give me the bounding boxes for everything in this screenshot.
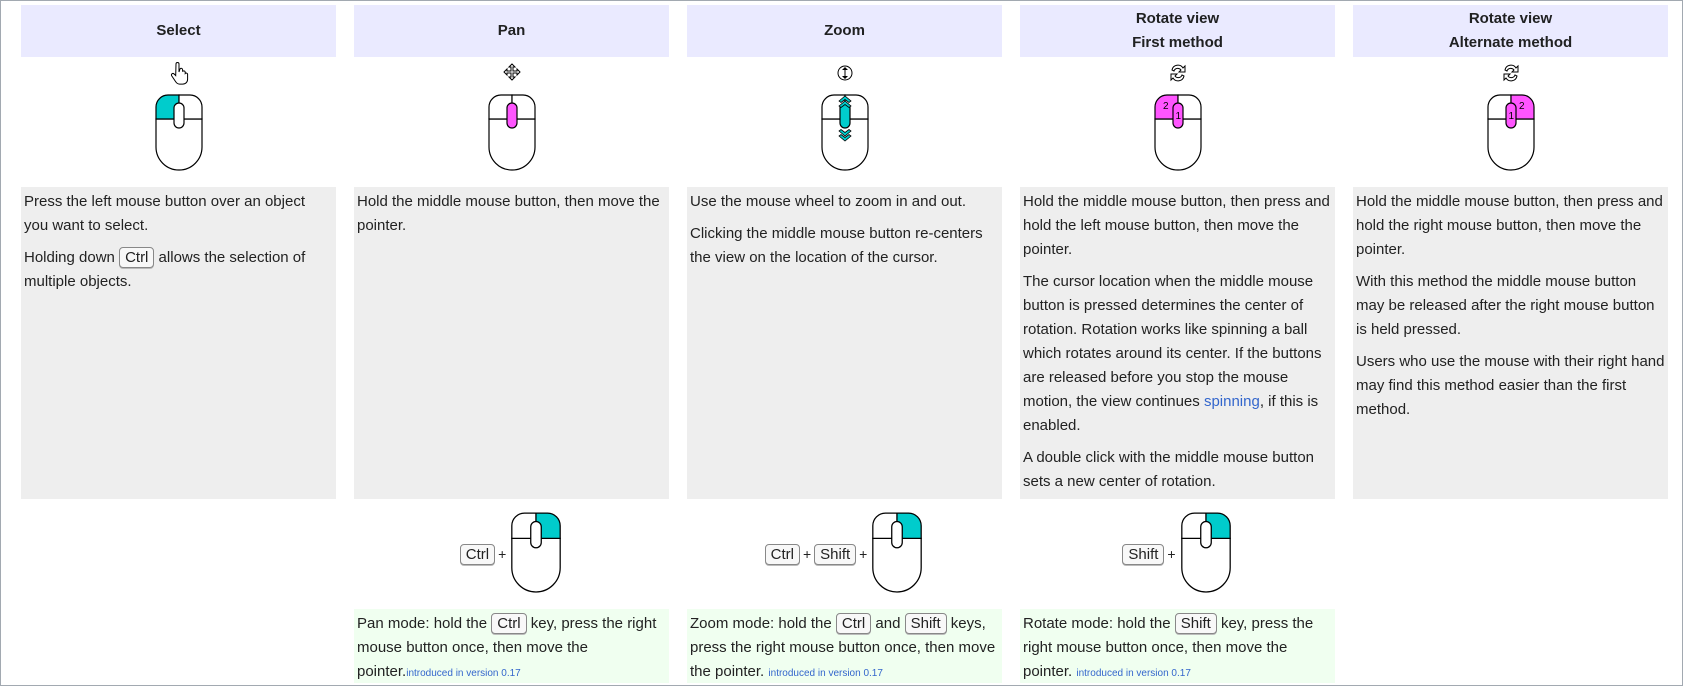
- empty-mode-cell: [21, 609, 336, 683]
- column-header-select: [21, 5, 336, 57]
- header-title: Rotate view: [1135, 10, 1220, 27]
- text-run: key, press the right mouse button once, then move the pointer.: [357, 615, 657, 680]
- key-shift: Shift: [905, 613, 947, 634]
- text-run: , if this is enabled.: [1023, 393, 1319, 434]
- mouse-diagram-row: [354, 93, 669, 187]
- key-ctrl: Ctrl: [119, 247, 154, 268]
- mouse-diagram-row: [1353, 93, 1668, 187]
- hand-pointer-icon: [168, 61, 190, 90]
- key-combo: [460, 511, 564, 597]
- header-title: Zoom: [824, 22, 865, 39]
- introduced-version-link[interactable]: introduced in version 0.17: [768, 668, 883, 679]
- header-text: [1449, 7, 1572, 55]
- description-paragraph: [24, 246, 333, 294]
- text-run: With this method the middle mouse button may be released after the right mouse button is held pressed.: [1356, 273, 1655, 338]
- column-header-rotate-alt: [1353, 5, 1668, 57]
- key-ctrl: Ctrl: [836, 613, 871, 634]
- alt-mode-diagram: [1020, 499, 1335, 609]
- empty-alt-cell: [1353, 499, 1668, 609]
- mouse-diagram-row: [21, 93, 336, 187]
- header-subtitle: Alternate method: [1448, 34, 1573, 51]
- svg-text:2: 2: [1518, 101, 1525, 112]
- header-text: [824, 19, 865, 43]
- rotate-arrows-icon: [1500, 61, 1522, 90]
- mouse-middle-left-icon: [1153, 93, 1203, 176]
- cursor-icon-row: [21, 57, 336, 93]
- alt-mode-zoom: [687, 609, 1002, 683]
- mouse-right-icon: [509, 511, 563, 597]
- text-run: Rotate mode: hold the: [1023, 615, 1175, 632]
- cursor-icon-row: [354, 57, 669, 93]
- rotate-arrows-icon: [1167, 61, 1189, 90]
- description-pan: [354, 187, 669, 499]
- text-run: A double click with the middle mouse button sets a new center of rotation.: [1023, 449, 1314, 490]
- column-rotate-alt: [1353, 5, 1668, 683]
- description-paragraph: [1356, 350, 1665, 422]
- text-run: Clicking the middle mouse button re-centers the view on the location of the cursor.: [690, 225, 983, 266]
- svg-text:1: 1: [1175, 111, 1181, 122]
- description-paragraph: [690, 222, 999, 270]
- description-paragraph: [357, 190, 666, 238]
- column-header-rotate-first: [1020, 5, 1335, 57]
- alt-mode-rotate-first: [1020, 609, 1335, 683]
- column-rotate-first: [1020, 5, 1335, 683]
- introduced-version-link[interactable]: introduced in version 0.17: [1076, 668, 1191, 679]
- description-paragraph: [690, 190, 999, 214]
- plus-sign: +: [1167, 546, 1176, 562]
- cursor-icon-row: [1353, 57, 1668, 93]
- description-paragraph: [24, 190, 333, 238]
- text-run: The cursor location when the middle mouse button is pressed determines the center of rotation. Rotation works like spinning a ball which rotates around its center. If the buttons are released before you stop the mouse motion, the view continues: [1023, 273, 1322, 410]
- header-text: [156, 19, 200, 43]
- alt-mode-diagram: [354, 499, 669, 609]
- column-select: [21, 5, 336, 683]
- header-title: Select: [156, 22, 201, 39]
- cursor-icon-row: [687, 57, 1002, 93]
- zoom-arrows-icon: [834, 61, 856, 90]
- header-title: Rotate view: [1468, 10, 1553, 27]
- mouse-diagram-row: [687, 93, 1002, 187]
- column-pan: [354, 5, 669, 683]
- alt-mode-diagram: [687, 499, 1002, 609]
- plus-sign: +: [498, 546, 507, 562]
- mouse-diagram-row: [1020, 93, 1335, 187]
- text-run: Use the mouse wheel to zoom in and out.: [690, 193, 966, 210]
- alt-mode-text: [1023, 612, 1332, 683]
- header-text: [498, 19, 526, 43]
- plus-sign: +: [859, 546, 868, 562]
- description-paragraph: [1023, 190, 1332, 262]
- description-paragraph: [1023, 270, 1332, 438]
- text-run: key, press the right mouse button once, then move the pointer.: [1023, 615, 1314, 680]
- text-run: keys, press the right mouse button once, then move the pointer.: [690, 615, 996, 680]
- header-text: [1132, 7, 1223, 55]
- column-header-pan: [354, 5, 669, 57]
- text-run: Hold the middle mouse button, then press and hold the right mouse button, then move the pointer.: [1356, 193, 1663, 258]
- alt-mode-text: [690, 612, 999, 683]
- mouse-left-icon: [154, 93, 204, 176]
- description-paragraph: [1356, 190, 1665, 262]
- description-rotate-alt: [1353, 187, 1668, 499]
- key-shift: Shift: [814, 544, 856, 565]
- svg-text:2: 2: [1162, 101, 1169, 112]
- description-rotate-first: [1020, 187, 1335, 499]
- mouse-wheel-icon: [820, 93, 870, 176]
- text-run: Press the left mouse button over an object you want to select.: [24, 193, 305, 234]
- mouse-middle-right-icon: [1486, 93, 1536, 176]
- description-zoom: [687, 187, 1002, 499]
- alt-mode-text: [357, 612, 666, 683]
- description-select: [21, 187, 336, 499]
- spinning-link[interactable]: spinning: [1203, 393, 1260, 410]
- mouse-right-icon: [870, 511, 924, 597]
- key-shift: Shift: [1122, 544, 1164, 565]
- header-title: Pan: [497, 22, 526, 39]
- svg-text:1: 1: [1508, 111, 1514, 122]
- plus-sign: +: [802, 546, 812, 562]
- column-zoom: [687, 5, 1002, 683]
- key-combo: [765, 511, 925, 597]
- key-ctrl: Ctrl: [460, 544, 495, 565]
- key-combo: [1122, 511, 1232, 597]
- mouse-navigation-grid: [21, 5, 1668, 683]
- empty-mode-cell: [1353, 609, 1668, 683]
- cursor-icon-row: [1020, 57, 1335, 93]
- move-arrows-icon: [501, 61, 523, 90]
- introduced-version-link[interactable]: introduced in version 0.17: [406, 668, 521, 679]
- text-run: Zoom mode: hold the: [690, 615, 836, 632]
- text-run: Hold the middle mouse button, then move the pointer.: [357, 193, 660, 234]
- text-run: Users who use the mouse with their right hand may find this method easier than the first method.: [1356, 353, 1665, 418]
- mouse-middle-icon: [487, 93, 537, 176]
- text-run: and: [871, 615, 905, 632]
- text-run: allows the selection of multiple objects.: [24, 249, 306, 290]
- text-run: Pan mode: hold the: [357, 615, 492, 632]
- description-paragraph: [1356, 270, 1665, 342]
- text-run: Holding down: [24, 249, 120, 266]
- key-ctrl: Ctrl: [491, 613, 526, 634]
- key-ctrl: Ctrl: [765, 544, 800, 565]
- key-shift: Shift: [1175, 613, 1217, 634]
- text-run: Hold the middle mouse button, then press and hold the left mouse button, then move the pointer.: [1023, 193, 1330, 258]
- empty-alt-cell: [21, 499, 336, 609]
- column-header-zoom: [687, 5, 1002, 57]
- mouse-right-icon: [1179, 511, 1233, 597]
- description-paragraph: [1023, 446, 1332, 494]
- alt-mode-pan: [354, 609, 669, 683]
- header-subtitle: First method: [1132, 34, 1223, 51]
